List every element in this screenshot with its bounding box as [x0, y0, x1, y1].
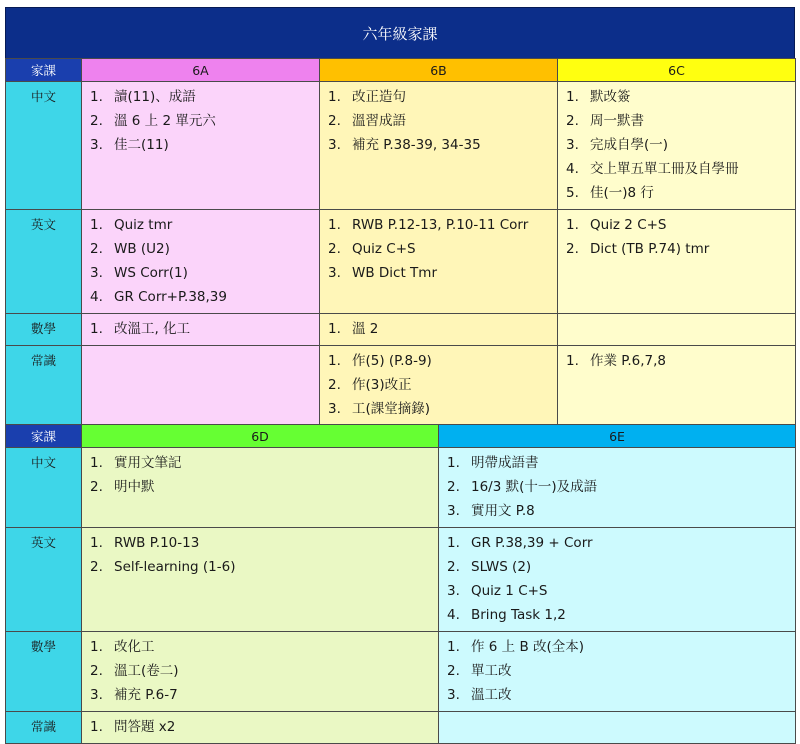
subject-label: 英文: [6, 528, 82, 632]
homework-cell-6c: [558, 82, 796, 210]
homework-list: [320, 82, 557, 161]
list-item: [90, 451, 438, 475]
list-item: [328, 317, 557, 341]
table-row: [6, 82, 796, 210]
item-number: 1.: [328, 217, 341, 233]
list-item: [328, 109, 557, 133]
list-item: [90, 475, 438, 499]
homework-cell-6e: [439, 632, 796, 712]
table-row: [6, 632, 796, 712]
item-text: 改溫工, 化工: [114, 321, 191, 337]
list-item: [328, 213, 557, 237]
homework-cell-6e: [439, 528, 796, 632]
homework-list: [82, 712, 438, 743]
item-text: 作 6 上 B 改(全本): [471, 639, 585, 655]
list-item: [447, 659, 795, 683]
item-text: RWB P.10-13: [114, 535, 200, 551]
list-item: [566, 157, 795, 181]
item-number: 4.: [90, 289, 103, 305]
item-number: 1.: [90, 535, 103, 551]
homework-list: [320, 346, 557, 425]
subject-label: 數學: [6, 632, 82, 712]
item-text: Bring Task 1,2: [471, 607, 566, 623]
item-text: 讀(11)、成語: [114, 89, 196, 105]
subject-label: 英文: [6, 210, 82, 314]
item-number: 2.: [447, 559, 460, 575]
item-number: 2.: [90, 559, 103, 575]
list-item: [90, 285, 319, 309]
item-text: Quiz 2 C+S: [590, 217, 667, 233]
homework-cell-6c: [558, 314, 796, 346]
homework-list: [82, 632, 438, 711]
list-item: [90, 531, 438, 555]
homework-cell-6b: [320, 346, 558, 426]
list-item: [90, 683, 438, 707]
item-text: 明帶成語書: [471, 455, 539, 471]
list-item: [447, 579, 795, 603]
item-number: 3.: [447, 687, 460, 703]
list-item: [328, 261, 557, 285]
item-number: 2.: [447, 479, 460, 495]
table-row: [6, 210, 796, 314]
item-text: 工(課堂摘錄): [352, 401, 431, 417]
list-item: [447, 635, 795, 659]
list-item: [328, 397, 557, 421]
corner-header: 家課: [6, 425, 82, 448]
item-text: 改化工: [114, 639, 155, 655]
list-item: [328, 237, 557, 261]
item-text: Quiz 1 C+S: [471, 583, 548, 599]
item-number: 1.: [90, 639, 103, 655]
item-number: 4.: [447, 607, 460, 623]
homework-cell-6a: [82, 210, 320, 314]
item-text: 改正造句: [352, 89, 406, 105]
item-text: Quiz tmr: [114, 217, 173, 233]
list-item: [566, 85, 795, 109]
item-text: 作(5) (P.8-9): [352, 353, 432, 369]
item-text: 明中默: [114, 479, 155, 495]
item-number: 3.: [90, 265, 103, 281]
item-text: 周一默書: [590, 113, 644, 129]
homework-cell-6b: [320, 82, 558, 210]
item-number: 2.: [90, 663, 103, 679]
item-number: 2.: [328, 113, 341, 129]
item-text: 問答題 x2: [114, 719, 176, 735]
class-header-6b: 6B: [320, 59, 558, 82]
homework-cell-6e: [439, 448, 796, 528]
item-text: 完成自學(一): [590, 137, 669, 153]
list-item: [90, 715, 438, 739]
item-text: 溫習成語: [352, 113, 406, 129]
class-header-6d: 6D: [82, 425, 439, 448]
subject-label: 數學: [6, 314, 82, 346]
homework-cell-6a: [82, 346, 320, 426]
item-number: 2.: [90, 479, 103, 495]
list-item: [447, 499, 795, 523]
list-item: [566, 109, 795, 133]
item-text: WB (U2): [114, 241, 170, 257]
item-text: Dict (TB P.74) tmr: [590, 241, 710, 257]
list-item: [90, 237, 319, 261]
item-text: 佳(一)8 行: [590, 185, 654, 201]
list-item: [447, 475, 795, 499]
homework-cell-6a: [82, 314, 320, 346]
table-header-row: [6, 425, 796, 448]
item-number: 3.: [328, 265, 341, 281]
item-text: GR P.38,39 + Corr: [471, 535, 593, 551]
list-item: [90, 555, 438, 579]
item-number: 1.: [328, 353, 341, 369]
list-item: [328, 133, 557, 157]
item-number: 1.: [566, 217, 579, 233]
subject-label: 常識: [6, 346, 82, 426]
item-number: 5.: [566, 185, 579, 201]
page-title: 六年級家課: [5, 7, 795, 59]
homework-list: [439, 632, 795, 711]
item-text: 溫工改: [471, 687, 512, 703]
list-item: [90, 659, 438, 683]
list-item: [328, 85, 557, 109]
subject-label: 常識: [6, 712, 82, 744]
list-item: [328, 373, 557, 397]
list-item: [447, 555, 795, 579]
class-header-6e: 6E: [439, 425, 796, 448]
item-text: WS Corr(1): [114, 265, 188, 281]
item-number: 1.: [328, 321, 341, 337]
item-number: 3.: [328, 137, 341, 153]
item-text: 默改簽: [590, 89, 631, 105]
homework-cell-6a: [82, 82, 320, 210]
homework-list: [320, 314, 557, 345]
item-text: WB Dict Tmr: [352, 265, 438, 281]
item-text: 補充 P.6-7: [114, 687, 178, 703]
table-row: [6, 448, 796, 528]
homework-list: [82, 528, 438, 583]
homework-table-2: [5, 424, 796, 744]
item-text: 單工改: [471, 663, 512, 679]
table-row: [6, 314, 796, 346]
item-number: 1.: [90, 321, 103, 337]
homework-table-1: [5, 58, 796, 426]
item-number: 1.: [90, 719, 103, 735]
item-number: 1.: [566, 353, 579, 369]
item-number: 4.: [566, 161, 579, 177]
item-number: 2.: [447, 663, 460, 679]
item-text: 16/3 默(十一)及成語: [471, 479, 598, 495]
homework-cell-6d: [82, 448, 439, 528]
item-text: GR Corr+P.38,39: [114, 289, 227, 305]
item-text: Self-learning (1-6): [114, 559, 236, 575]
item-number: 2.: [566, 241, 579, 257]
item-number: 1.: [447, 639, 460, 655]
list-item: [90, 635, 438, 659]
item-text: 佳二(11): [114, 137, 169, 153]
list-item: [566, 237, 795, 261]
homework-cell-6c: [558, 346, 796, 426]
item-number: 3.: [90, 687, 103, 703]
homework-cell-6b: [320, 314, 558, 346]
homework-list: [558, 82, 795, 209]
list-item: [90, 109, 319, 133]
list-item: [447, 603, 795, 627]
homework-cell-6d: [82, 632, 439, 712]
item-number: 2.: [90, 113, 103, 129]
table-row: [6, 528, 796, 632]
list-item: [566, 213, 795, 237]
item-text: SLWS (2): [471, 559, 532, 575]
item-text: 作(3)改正: [352, 377, 412, 393]
homework-cell-6b: [320, 210, 558, 314]
homework-list: [558, 210, 795, 265]
item-number: 1.: [328, 89, 341, 105]
item-number: 3.: [90, 137, 103, 153]
subject-label: 中文: [6, 82, 82, 210]
list-item: [447, 683, 795, 707]
item-number: 1.: [90, 89, 103, 105]
item-number: 2.: [90, 241, 103, 257]
item-text: 實用文 P.8: [471, 503, 535, 519]
homework-list: [82, 314, 319, 345]
item-text: 作業 P.6,7,8: [590, 353, 666, 369]
item-text: RWB P.12-13, P.10-11 Corr: [352, 217, 529, 233]
item-number: 1.: [566, 89, 579, 105]
item-number: 3.: [328, 401, 341, 417]
item-text: 交上單五單工冊及自學冊: [590, 161, 739, 177]
homework-cell-6e: [439, 712, 796, 744]
item-text: Quiz C+S: [352, 241, 416, 257]
item-number: 3.: [447, 583, 460, 599]
table-row: [6, 346, 796, 426]
list-item: [90, 261, 319, 285]
class-header-6a: 6A: [82, 59, 320, 82]
list-item: [566, 133, 795, 157]
item-number: 1.: [447, 535, 460, 551]
item-text: 實用文筆記: [114, 455, 182, 471]
item-number: 2.: [328, 377, 341, 393]
list-item: [447, 531, 795, 555]
list-item: [447, 451, 795, 475]
list-item: [566, 181, 795, 205]
list-item: [90, 85, 319, 109]
table-row: [6, 712, 796, 744]
class-header-6c: 6C: [558, 59, 796, 82]
list-item: [90, 317, 319, 341]
homework-list: [558, 346, 795, 377]
item-text: 溫 2: [352, 321, 379, 337]
homework-list: [320, 210, 557, 289]
list-item: [90, 213, 319, 237]
item-text: 溫 6 上 2 單元六: [114, 113, 216, 129]
item-number: 1.: [90, 455, 103, 471]
list-item: [90, 133, 319, 157]
corner-header: 家課: [6, 59, 82, 82]
subject-label: 中文: [6, 448, 82, 528]
list-item: [566, 349, 795, 373]
table-header-row: [6, 59, 796, 82]
homework-list: [82, 448, 438, 503]
item-text: 補充 P.38-39, 34-35: [352, 137, 481, 153]
list-item: [328, 349, 557, 373]
homework-cell-6d: [82, 528, 439, 632]
item-number: 3.: [566, 137, 579, 153]
item-number: 1.: [90, 217, 103, 233]
item-number: 3.: [447, 503, 460, 519]
homework-cell-6c: [558, 210, 796, 314]
homework-list: [439, 448, 795, 527]
homework-list: [82, 82, 319, 161]
item-number: 2.: [328, 241, 341, 257]
homework-list: [439, 528, 795, 631]
homework-cell-6d: [82, 712, 439, 744]
item-number: 1.: [447, 455, 460, 471]
homework-list: [82, 210, 319, 313]
item-text: 溫工(卷二): [114, 663, 179, 679]
item-number: 2.: [566, 113, 579, 129]
